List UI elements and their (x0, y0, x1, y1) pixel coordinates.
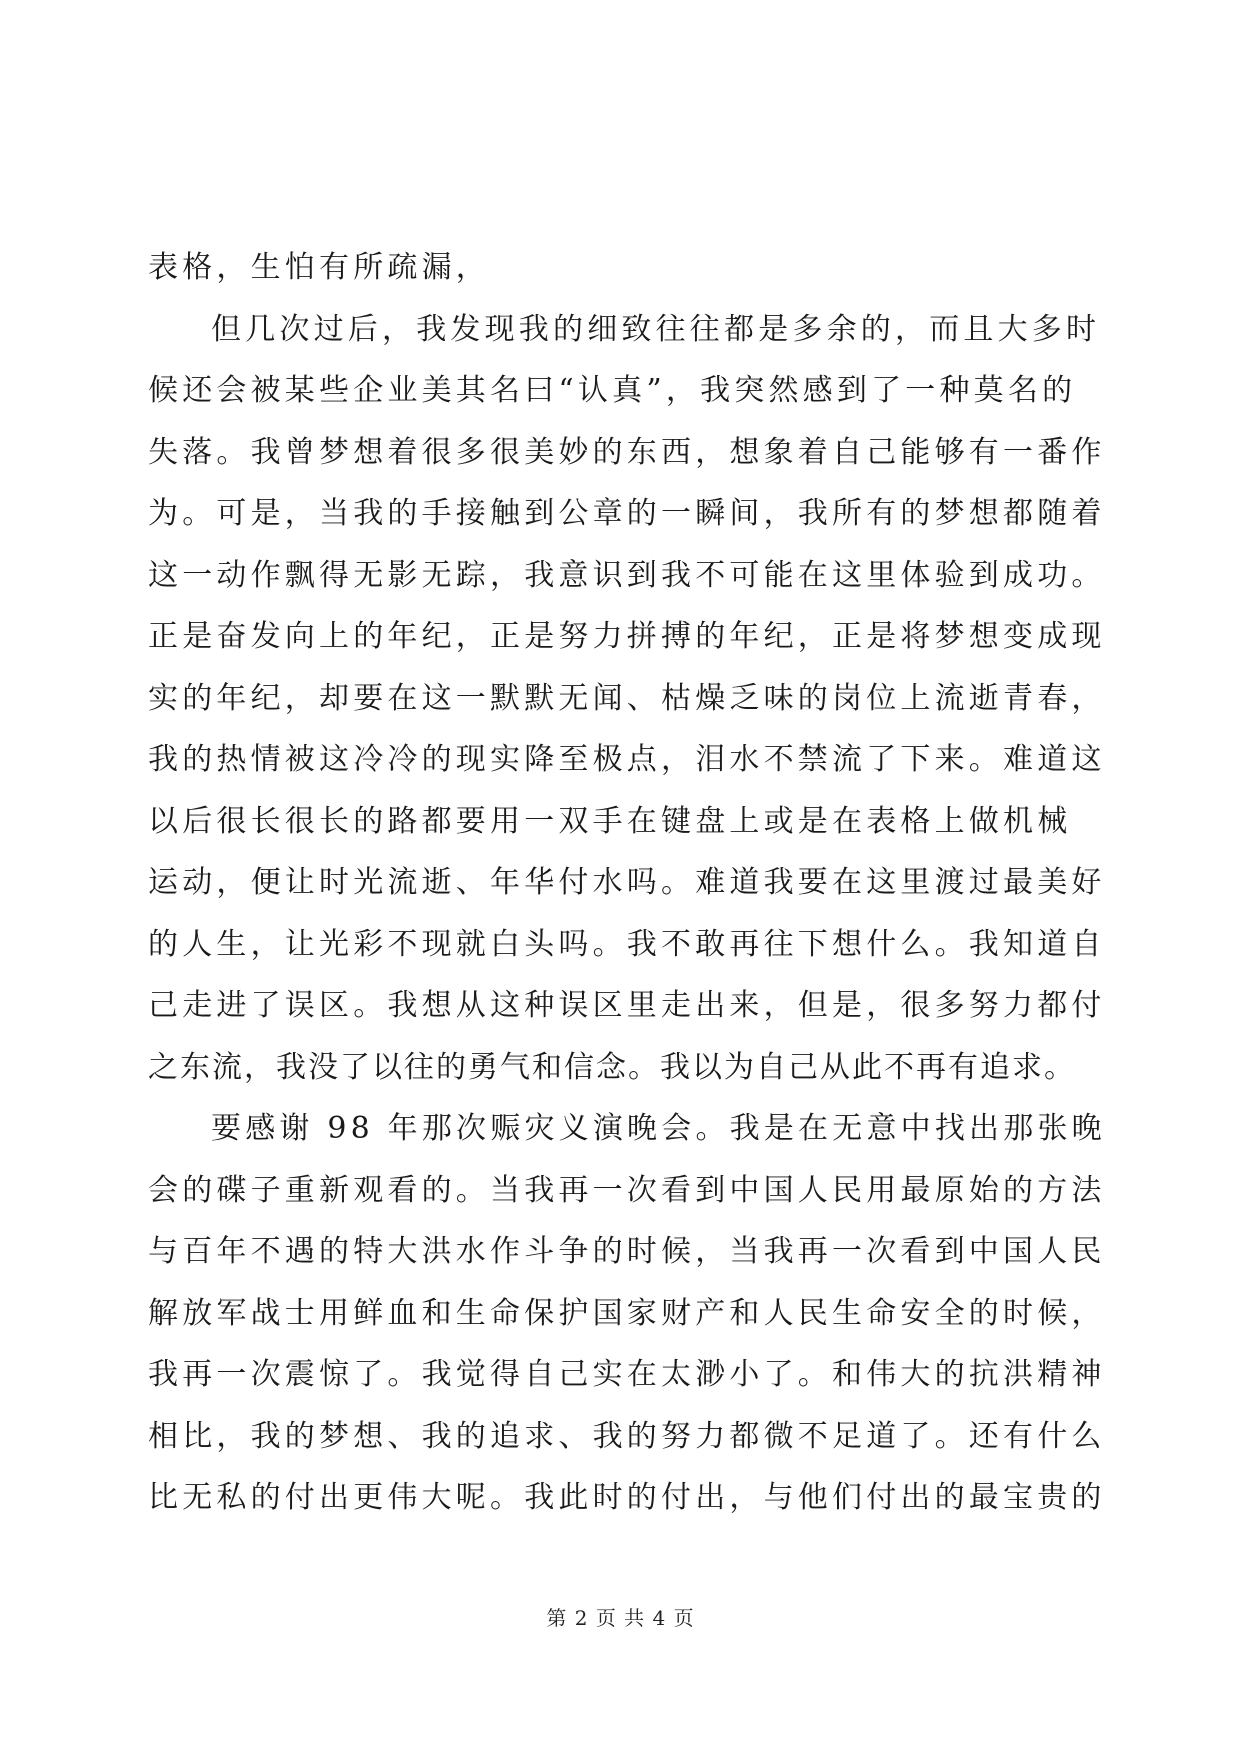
text-line: 我的热情被这冷冷的现实降至极点，泪水不禁流了下来。难道这 (148, 742, 1106, 777)
text-line: 候还会被某些企业美其名曰“认真”，我突然感到了一种莫名的 (148, 373, 1077, 408)
text-line: 的人生，让光彩不现就白头吗。我不敢再往下想什么。我知道自 (148, 926, 1106, 962)
text-line: 以后很长很长的路都要用一双手在键盘上或是在表格上做机械 (148, 803, 1072, 839)
text-line: 解放军战士用鲜血和生命保护国家财产和人民生命安全的时候， (148, 1295, 1106, 1331)
text-line: 失落。我曾梦想着很多很美妙的东西，想象着自己能够有一番作 (148, 434, 1106, 470)
text-line: 我再一次震惊了。我觉得自己实在太渺小了。和伟大的抗洪精神 (148, 1357, 1106, 1392)
text-line: 己走进了误区。我想从这种误区里走出来，但是，很多努力都付 (148, 988, 1106, 1023)
text-line: 会的碟子重新观看的。当我再一次看到中国人民用最原始的方法 (148, 1172, 1106, 1208)
body-text (148, 237, 1106, 1529)
text-line: 运动，便让时光流逝、年华付水吗。难道我要在这里渡过最美好 (148, 865, 1106, 900)
text-line: 实的年纪，却要在这一默默无闻、枯燥乏味的岗位上流逝青春， (148, 680, 1106, 716)
paragraph-start-line: 但几次过后，我发现我的细致往往都是多余的，而且大多时 (211, 311, 1101, 347)
text-line: 比无私的付出更伟大呢。我此时的付出，与他们付出的最宝贵的 (148, 1480, 1106, 1515)
text-line: 正是奋发向上的年纪，正是努力拼搏的年纪，正是将梦想变成现 (148, 619, 1106, 654)
text-line: 表格，生怕有所疏漏， (148, 250, 490, 285)
text-line: 为。可是，当我的手接触到公章的一瞬间，我所有的梦想都随着 (148, 496, 1106, 531)
text-line: 相比，我的梦想、我的追求、我的努力都微不足道了。还有什么 (148, 1418, 1106, 1454)
text-line: 之东流，我没了以往的勇气和信念。我以为自己从此不再有追求。 (148, 1049, 1076, 1085)
paragraph-start-line: 要感谢 98 年那次赈灾义演晚会。我是在无意中找出那张晚 (211, 1111, 1106, 1146)
text-line: 这一动作飘得无影无踪，我意识到我不可能在这里体验到成功。 (148, 557, 1106, 593)
page-number-footer: 第 2 页 共 4 页 (546, 1606, 695, 1630)
text-line: 与百年不遇的特大洪水作斗争的时候，当我再一次看到中国人民 (148, 1234, 1106, 1269)
